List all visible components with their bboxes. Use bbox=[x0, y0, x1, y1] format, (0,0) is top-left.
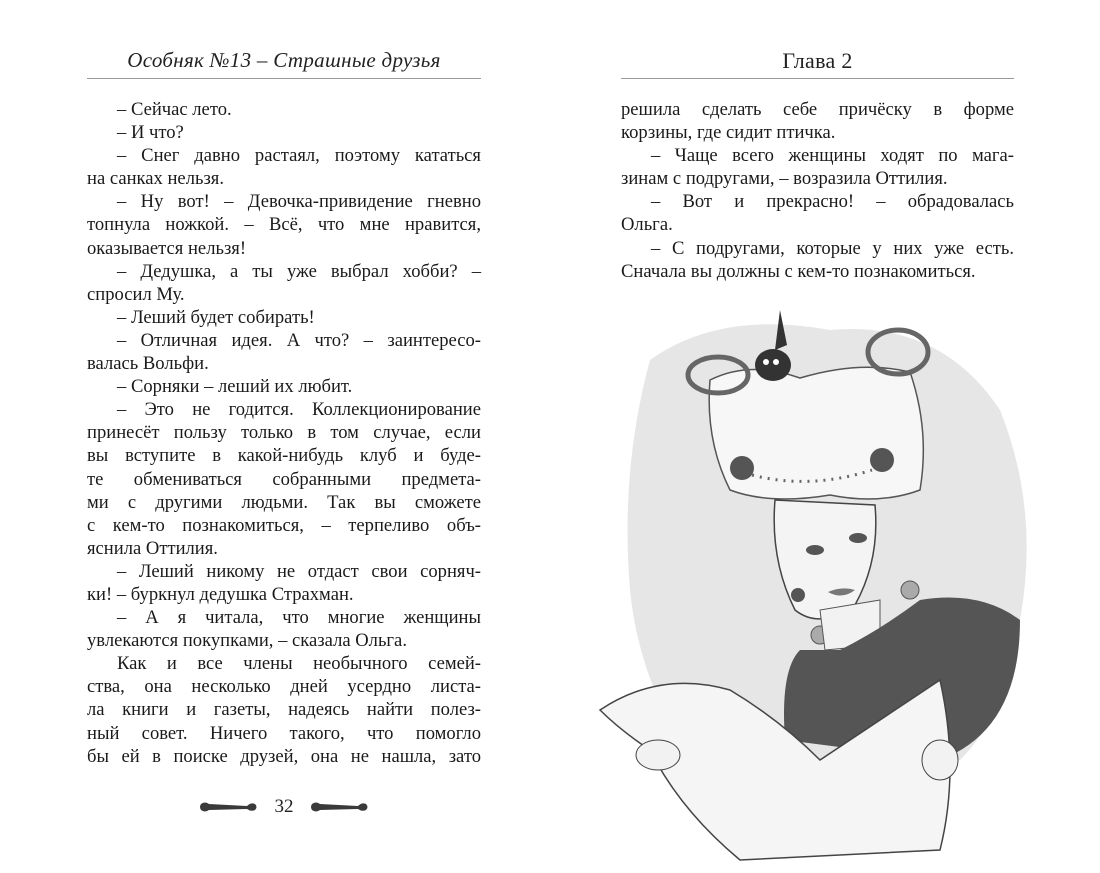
text-line: Ольга. bbox=[621, 214, 673, 236]
right-page-body-text bbox=[621, 98, 1014, 283]
text-line: – Леший будет собирать! bbox=[117, 306, 315, 328]
text-line: – Дедушка, а ты уже выбрал хобби? – bbox=[117, 260, 481, 282]
text-line: ла книги и газеты, надеясь найти полез- bbox=[87, 699, 481, 721]
text-line: те обмениваться собранными предмета- bbox=[87, 468, 481, 490]
text-line: с кем-то познакомиться, – терпеливо объ- bbox=[87, 514, 481, 536]
text-line: корзины, где сидит птичка. bbox=[621, 122, 836, 144]
text-line: – Чаще всего женщины ходят по мага- bbox=[651, 145, 1014, 167]
text-line: ства, она несколько дней усердно листа- bbox=[87, 676, 481, 698]
text-line: бы ей в поиске друзей, она не нашла, зато bbox=[87, 745, 481, 767]
text-line: – Сорняки – леший их любит. bbox=[117, 376, 353, 398]
left-page bbox=[87, 0, 481, 873]
text-line: зинам с подругами, – возразила Оттилия. bbox=[621, 168, 948, 190]
header-rule bbox=[87, 78, 481, 79]
text-line: спросил Му. bbox=[87, 283, 185, 305]
left-page-body-text bbox=[87, 98, 481, 768]
bone-icon bbox=[310, 800, 370, 814]
text-line: – А я читала, что многие женщины bbox=[117, 607, 481, 629]
text-line: яснила Оттилия. bbox=[87, 537, 218, 559]
text-line: увлекаются покупками, – сказала Ольга. bbox=[87, 630, 407, 652]
text-line: – Вот и прекрасно! – обрадовалась bbox=[651, 191, 1014, 213]
text-line: топнула ножкой. – Всё, что мне нравится, bbox=[87, 214, 481, 236]
text-line: Как и все члены необычного семей- bbox=[117, 653, 481, 675]
running-head-book-title: Особняк №13 – Страшные друзья bbox=[127, 48, 441, 72]
illustration-woman-reading-newspaper bbox=[580, 290, 1050, 873]
text-line: – Леший никому не отдаст свои сорняч- bbox=[117, 560, 481, 582]
text-line: вы вступите в какой-нибудь клуб и буде- bbox=[87, 445, 481, 467]
text-line: – И что? bbox=[117, 122, 184, 144]
page-number: 32 bbox=[274, 796, 294, 817]
text-line: – Ну вот! – Девочка-привидение гневно bbox=[117, 191, 481, 213]
text-line: – Сейчас лето. bbox=[117, 99, 232, 120]
text-line: – С подругами, которые у них уже есть. bbox=[651, 237, 1014, 259]
text-line: ный совет. Ничего такого, что помогло bbox=[87, 722, 481, 744]
page-folio bbox=[87, 792, 481, 822]
text-line: – Это не годится. Коллекционирование bbox=[117, 399, 481, 421]
text-line: ки! – буркнул дедушка Страхман. bbox=[87, 583, 354, 605]
text-line: валась Вольфи. bbox=[87, 353, 209, 375]
text-line: оказывается нельзя! bbox=[87, 237, 247, 259]
text-line: на санках нельзя. bbox=[87, 168, 224, 190]
text-line: принесёт пользу только в том случае, если bbox=[87, 422, 481, 444]
text-line: – Отличная идея. А что? – заинтересо- bbox=[117, 329, 481, 351]
text-line: – Снег давно растаял, поэтому кататься bbox=[117, 145, 481, 167]
text-line: Сначала вы должны с кем-то познакомиться. bbox=[621, 260, 976, 282]
text-line: решила сделать себе причёску в форме bbox=[621, 99, 1014, 120]
bone-icon bbox=[199, 800, 259, 814]
text-line: ми с другими людьми. Так вы сможете bbox=[87, 491, 481, 513]
running-head-chapter: Глава 2 bbox=[782, 48, 853, 73]
header-rule bbox=[621, 78, 1014, 79]
